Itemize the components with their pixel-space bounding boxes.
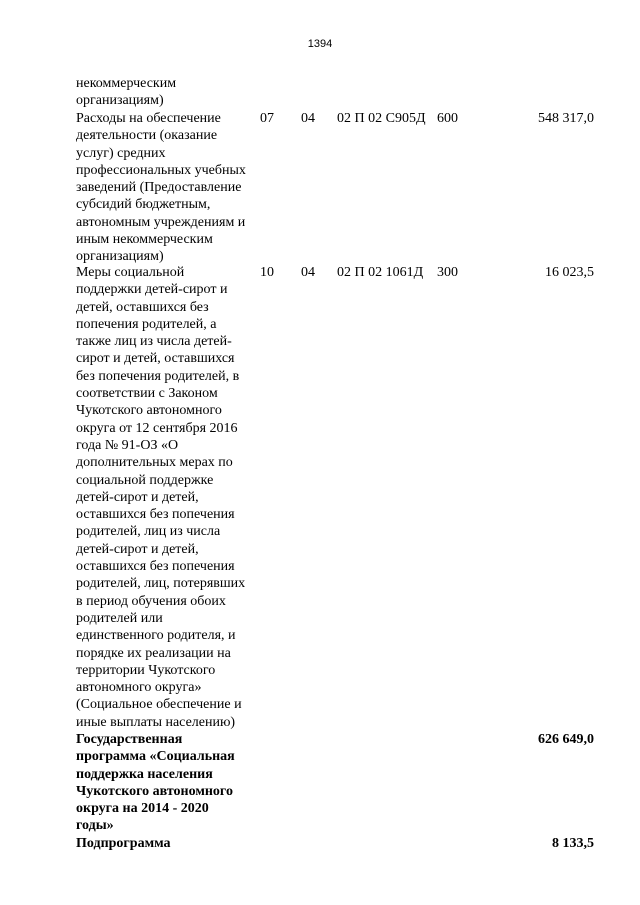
row-name: [76, 264, 262, 731]
row-name: [76, 835, 262, 852]
row-name-line: поддержка населения: [76, 766, 213, 782]
row-name-line: организациям): [76, 93, 164, 109]
row-name-line: округа на 2014 - 2020: [76, 801, 209, 817]
row-name-line: автономным учреждениям и: [76, 214, 246, 230]
row-name-line: Государственная: [76, 732, 183, 747]
row-name-line: оставшихся без попечения: [76, 559, 235, 575]
row-name-line: годы»: [76, 818, 114, 834]
row-name-line: соответствии с Законом: [76, 386, 218, 402]
row-name-line: заведений (Предоставление: [76, 180, 242, 196]
row-name-line: Расходы на обеспечение: [76, 111, 221, 126]
row-name-line: (Социальное обеспечение и: [76, 697, 242, 713]
row-name-line: порядке их реализации на: [76, 645, 231, 661]
row-name-line: Чукотского автономного: [76, 403, 222, 419]
row-name-line: сирот и детей, оставшихся: [76, 351, 235, 367]
section-code: 07: [260, 111, 274, 126]
row-name: [76, 75, 262, 110]
row-name-line: без попечения родителей, в: [76, 368, 240, 384]
row-name-line: программа «Социальная: [76, 749, 235, 765]
row-name-line: родителей или: [76, 610, 163, 626]
row-name-line: детей-сирот и детей,: [76, 489, 199, 505]
page-number: 1394: [307, 38, 333, 50]
row-name-line: территории Чукотского: [76, 662, 216, 678]
row-name-line: Чукотского автономного: [76, 783, 233, 799]
row-name-line: Меры социальной: [76, 265, 185, 280]
row-name-line: родителей, лиц, потерявших: [76, 576, 246, 592]
row-name-line: деятельности (оказание: [76, 128, 218, 144]
row-name-line: оставшихся без попечения: [76, 507, 235, 523]
row-name-line: детей-сирот и детей,: [76, 541, 199, 557]
row-name-line: организациям): [76, 249, 164, 265]
row-name-line: дополнительных мерах по: [76, 455, 233, 471]
subsection-code: 04: [301, 111, 315, 126]
row-name-line: Подпрограмма: [76, 836, 171, 851]
row-name-line: года № 91-ОЗ «О: [76, 437, 179, 453]
row-name-line: иным некоммерческим: [76, 232, 213, 248]
row-name: [76, 110, 262, 266]
row-name-line: социальной поддержке: [76, 472, 214, 488]
target-article-code: 02 П 02 1061Д: [337, 265, 424, 280]
amount: 8 133,5: [552, 836, 594, 851]
row-name-line: родителей, лиц из числа: [76, 524, 221, 540]
row-name-line: в период обучения обоих: [76, 593, 226, 609]
target-article-code: 02 П 02 С905Д: [337, 111, 426, 126]
row-name-line: детей, оставшихся без: [76, 299, 209, 315]
expense-type-code: 300: [437, 265, 458, 280]
amount: 16 023,5: [545, 265, 594, 280]
section-code: 10: [260, 265, 274, 280]
row-name-line: некоммерческим: [76, 76, 177, 91]
row-name-line: автономного округа»: [76, 680, 202, 696]
row-name-line: профессиональных учебных: [76, 162, 246, 178]
row-name: [76, 731, 262, 835]
row-name-line: единственного родителя, и: [76, 628, 236, 644]
row-name-line: субсидий бюджетным,: [76, 197, 211, 213]
amount: 626 649,0: [538, 732, 594, 747]
row-name-line: также лиц из числа детей-: [76, 334, 232, 350]
row-name-line: поддержки детей-сирот и: [76, 282, 228, 298]
expense-type-code: 600: [437, 111, 458, 126]
row-name-line: услуг) средних: [76, 145, 166, 161]
subsection-code: 04: [301, 265, 315, 280]
row-name-line: округа от 12 сентября 2016: [76, 420, 238, 436]
amount: 548 317,0: [538, 111, 594, 126]
row-name-line: попечения родителей, а: [76, 316, 217, 332]
row-name-line: иные выплаты населению): [76, 714, 236, 730]
